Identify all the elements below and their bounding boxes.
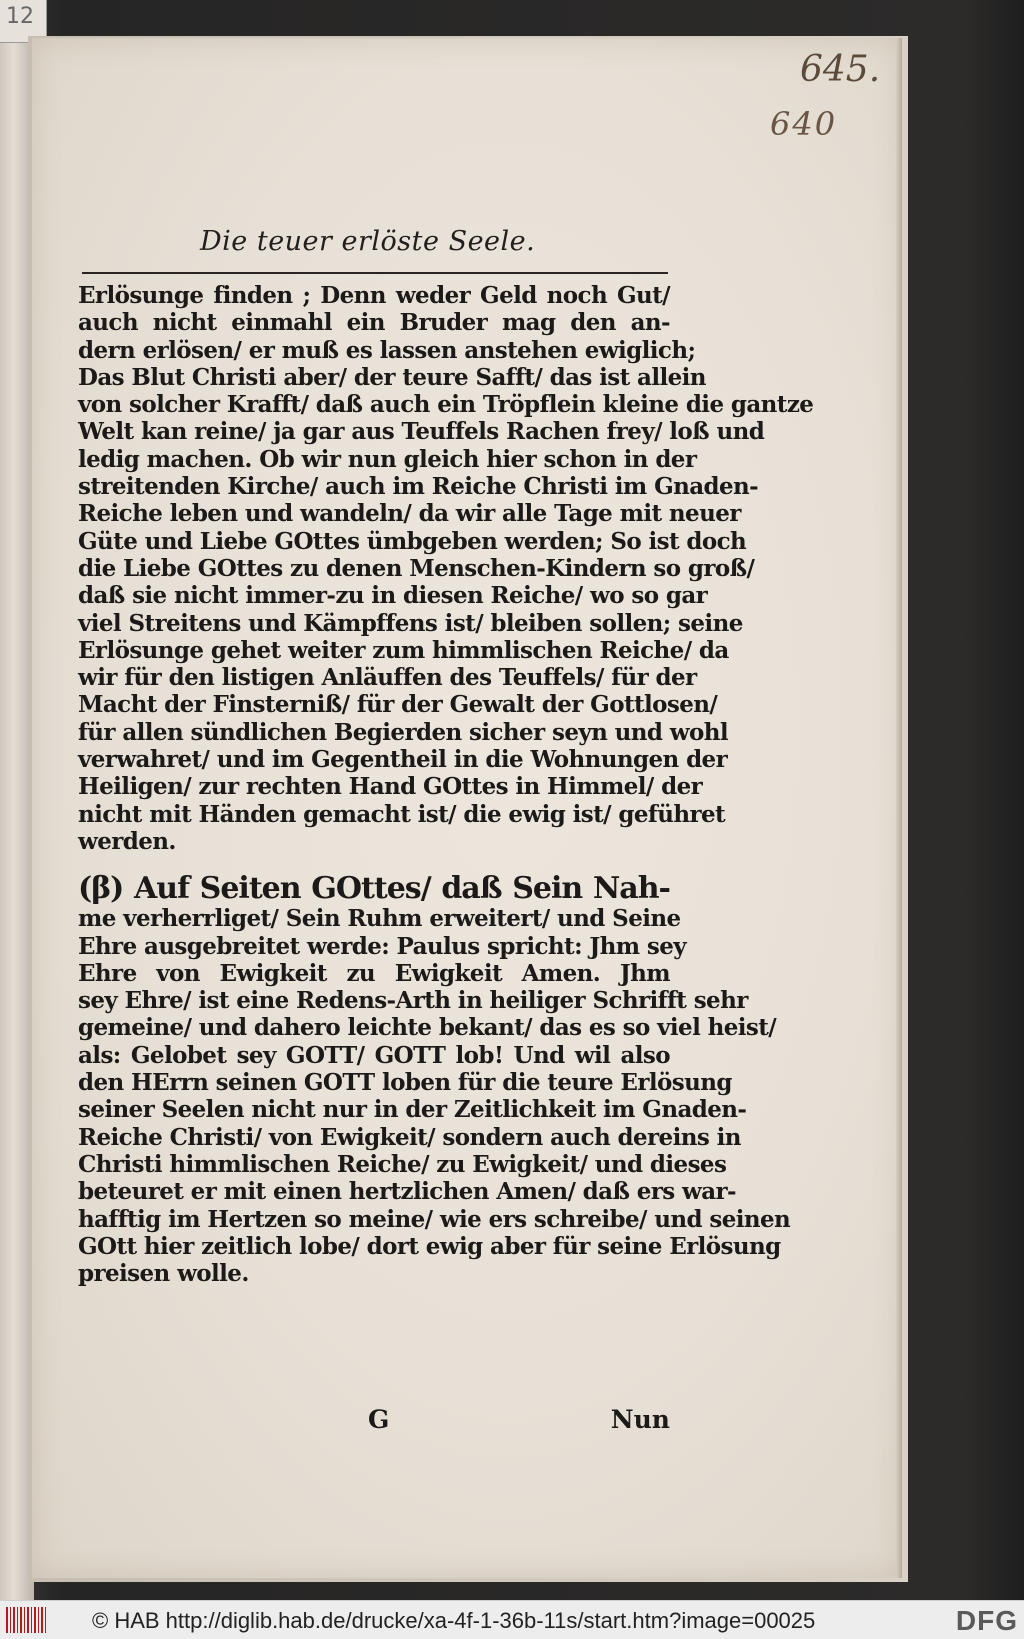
text-line: von solcher Krafft/ daß auch ein Tröpflein kleine die gantze — [78, 391, 814, 419]
text-line: Christi himmlischen Reiche/ zu Ewigkeit/ und dieses — [78, 1150, 727, 1178]
folio-number-second: 640 — [770, 105, 838, 143]
text-line: daß sie nicht immer-zu in diesen Reiche/ wo so gar — [78, 582, 708, 610]
text-line: nicht mit Händen gemacht ist/ die ewig ist/ geführet — [78, 800, 726, 828]
text-line: Ehre ausgebreitet werde: Paulus spricht: Jhm sey — [78, 932, 687, 960]
text-line: wir für den listigen Anläuffen des Teuffels/ für der — [78, 664, 697, 692]
text-line: beteuret er mit einen hertzlichen Amen/ daß ers war- — [78, 1178, 737, 1206]
text-line: die Liebe GOttes zu denen Menschen-Kindern so groß/ — [78, 554, 755, 582]
text-line: preisen wolle. — [78, 1260, 249, 1288]
catchword: Nun — [610, 1405, 670, 1434]
text-line: sey Ehre/ ist eine Redens-Arth in heiliger Schrifft sehr — [78, 987, 748, 1015]
footer-credit: © HAB http://diglib.hab.de/drucke/xa-4f-1-36b-11s/start.htm?image=00025 — [92, 1608, 816, 1633]
paragraph-2 — [78, 905, 791, 1288]
text-line: streitenden Kirche/ auch im Reiche Christi im Gnaden- — [78, 473, 759, 501]
head-rule — [82, 272, 668, 274]
text-line: me verherrliget/ Sein Ruhm erweitert/ und Seine — [78, 905, 681, 933]
text-line: hafftig im Hertzen so meine/ wie ers schreibe/ und seinen — [78, 1205, 791, 1233]
text-line: Macht der Finsterniß/ für der Gewalt der Gottlosen/ — [78, 691, 718, 719]
folio-number: 645. — [800, 49, 881, 90]
running-head: Die teuer erlöste Seele. — [200, 226, 536, 257]
text-line: seiner Seelen nicht nur in der Zeitlichkeit im Gnaden- — [78, 1096, 747, 1124]
text-line: verwahret/ und im Gegentheil in die Wohnungen der — [78, 746, 728, 774]
paragraph-2-first-line: (β) Auf Seiten GOttes/ daß Sein Nah- — [78, 871, 670, 907]
text-line: Heiligen/ zur rechten Hand GOttes in Himmel/ der — [78, 773, 703, 801]
text-line: Reiche leben und wandeln/ da wir alle Tage mit neuer — [78, 500, 741, 528]
text-line: für allen sündlichen Begierden sicher seyn und wohl — [78, 718, 728, 746]
text-line: GOtt hier zeitlich lobe/ dort ewig aber für seine Erlösung — [78, 1232, 781, 1260]
text-line: Erlösunge gehet weiter zum himmlischen Reiche/ da — [78, 636, 729, 664]
text-line: als: Gelobet sey GOTT/ GOTT lob! Und wil also — [78, 1041, 670, 1069]
paragraph-1 — [78, 282, 814, 855]
text-line: Welt kan reine/ ja gar aus Teuffels Rachen frey/ loß und — [78, 418, 765, 446]
text-line: dern erlösen/ er muß es lassen anstehen ewiglich; — [78, 336, 696, 364]
barcode-icon — [6, 1607, 48, 1633]
corner-mark-label: 12 — [6, 4, 34, 29]
catch-row — [78, 1405, 670, 1439]
text-line: auch nicht einmahl ein Bruder mag den an- — [78, 309, 670, 337]
text-line: Reiche Christi/ von Ewigkeit/ sondern auch dereins in — [78, 1123, 741, 1151]
text-line: werden. — [78, 827, 176, 855]
dfg-logo: DFG — [955, 1605, 1018, 1636]
text-line: Ehre von Ewigkeit zu Ewigkeit Amen. Jhm — [78, 959, 670, 987]
signature-mark: G — [368, 1405, 390, 1434]
text-line: viel Streitens und Kämpffens ist/ bleiben sollen; seine — [78, 609, 743, 637]
text-block — [78, 282, 814, 1288]
text-line: Erlösunge finden ; Denn weder Geld noch Gut/ — [78, 282, 670, 309]
text-line: Güte und Liebe GOttes ümbgeben werden; So ist doch — [78, 527, 747, 555]
text-line: ledig machen. Ob wir nun gleich hier schon in der — [78, 445, 697, 473]
text-line: gemeine/ und dahero leichte bekant/ das es so viel heist/ — [78, 1014, 777, 1042]
text-line: Das Blut Christi aber/ der teure Safft/ das ist allein — [78, 363, 706, 391]
text-line: den HErrn seinen GOTT loben für die teure Erlösung — [78, 1069, 732, 1097]
footer-bar — [0, 1600, 1024, 1639]
